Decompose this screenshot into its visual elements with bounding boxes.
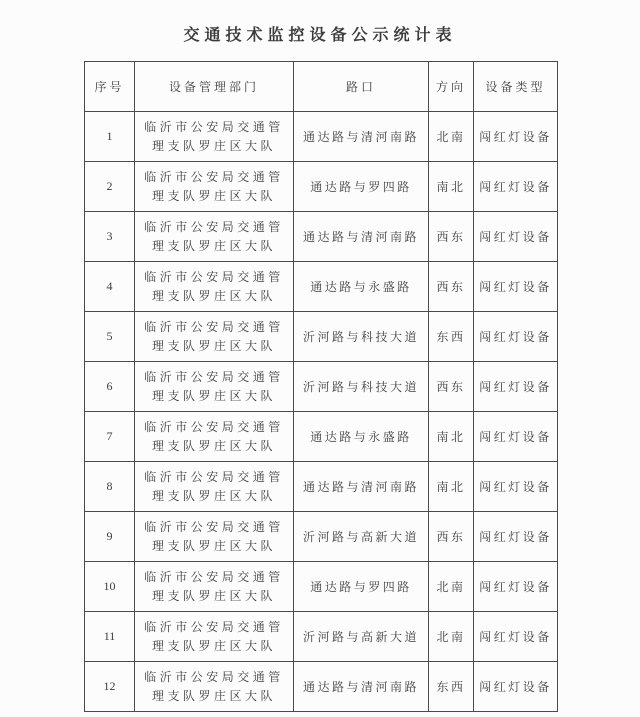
cell-department — [135, 662, 294, 712]
cell-direction: 西东 — [429, 512, 474, 562]
cell-device-type: 闯红灯设备 — [474, 162, 558, 212]
cell-direction: 南北 — [429, 412, 474, 462]
cell-direction: 南北 — [429, 462, 474, 512]
department-line-1: 临沂市公安局交通管 — [144, 269, 284, 284]
cell-intersection: 通达路与罗四路 — [294, 162, 429, 212]
cell-direction: 东西 — [429, 662, 474, 712]
cell-direction: 西东 — [429, 362, 474, 412]
cell-device-type: 闯红灯设备 — [474, 112, 558, 162]
cell-device-type: 闯红灯设备 — [474, 662, 558, 712]
header-department: 设备管理部门 — [135, 62, 294, 112]
cell-serial-number: 5 — [85, 312, 135, 362]
cell-device-type: 闯红灯设备 — [474, 612, 558, 662]
header-intersection: 路口 — [294, 62, 429, 112]
cell-intersection: 通达路与永盛路 — [294, 262, 429, 312]
department-line-2: 理支队罗庄区大队 — [151, 688, 276, 703]
table-row — [85, 212, 558, 262]
table-row — [85, 562, 558, 612]
cell-department — [135, 312, 294, 362]
header-row — [85, 62, 558, 112]
table-row — [85, 162, 558, 212]
cell-device-type: 闯红灯设备 — [474, 462, 558, 512]
cell-serial-number: 9 — [85, 512, 135, 562]
cell-direction: 西东 — [429, 262, 474, 312]
cell-serial-number: 12 — [85, 662, 135, 712]
cell-intersection: 通达路与罗四路 — [294, 562, 429, 612]
cell-device-type: 闯红灯设备 — [474, 412, 558, 462]
page-title: 交通技术监控设备公示统计表 — [183, 27, 457, 44]
cell-direction: 北南 — [429, 562, 474, 612]
cell-serial-number: 4 — [85, 262, 135, 312]
statistics-table — [84, 61, 558, 712]
cell-intersection: 沂河路与科技大道 — [294, 312, 429, 362]
department-line-2: 理支队罗庄区大队 — [151, 288, 276, 303]
department-line-1: 临沂市公安局交通管 — [144, 419, 284, 434]
cell-department — [135, 362, 294, 412]
cell-direction: 北南 — [429, 112, 474, 162]
header-direction: 方向 — [429, 62, 474, 112]
cell-serial-number: 8 — [85, 462, 135, 512]
department-line-1: 临沂市公安局交通管 — [144, 169, 284, 184]
department-line-2: 理支队罗庄区大队 — [151, 488, 276, 503]
department-line-2: 理支队罗庄区大队 — [151, 238, 276, 253]
department-line-2: 理支队罗庄区大队 — [151, 338, 276, 353]
table-row — [85, 262, 558, 312]
header-device-type: 设备类型 — [474, 62, 558, 112]
cell-intersection: 沂河路与高新大道 — [294, 512, 429, 562]
cell-device-type: 闯红灯设备 — [474, 212, 558, 262]
cell-department — [135, 162, 294, 212]
department-line-1: 临沂市公安局交通管 — [144, 619, 284, 634]
cell-serial-number: 6 — [85, 362, 135, 412]
cell-device-type: 闯红灯设备 — [474, 262, 558, 312]
cell-serial-number: 11 — [85, 612, 135, 662]
table-row — [85, 312, 558, 362]
department-line-1: 临沂市公安局交通管 — [144, 519, 284, 534]
cell-department — [135, 412, 294, 462]
cell-serial-number: 3 — [85, 212, 135, 262]
cell-serial-number: 2 — [85, 162, 135, 212]
cell-serial-number: 1 — [85, 112, 135, 162]
header-serial-number: 序号 — [85, 62, 135, 112]
department-line-1: 临沂市公安局交通管 — [144, 469, 284, 484]
department-line-1: 临沂市公安局交通管 — [144, 119, 284, 134]
cell-department — [135, 112, 294, 162]
cell-intersection: 通达路与清河南路 — [294, 112, 429, 162]
cell-direction: 北南 — [429, 612, 474, 662]
cell-intersection: 通达路与清河南路 — [294, 212, 429, 262]
table-row — [85, 362, 558, 412]
department-line-2: 理支队罗庄区大队 — [151, 588, 276, 603]
cell-department — [135, 262, 294, 312]
table-row — [85, 662, 558, 712]
department-line-1: 临沂市公安局交通管 — [144, 319, 284, 334]
cell-department — [135, 212, 294, 262]
cell-direction: 南北 — [429, 162, 474, 212]
cell-direction: 西东 — [429, 212, 474, 262]
department-line-2: 理支队罗庄区大队 — [151, 388, 276, 403]
table-row — [85, 462, 558, 512]
cell-device-type: 闯红灯设备 — [474, 312, 558, 362]
cell-department — [135, 512, 294, 562]
cell-device-type: 闯红灯设备 — [474, 512, 558, 562]
cell-intersection: 通达路与永盛路 — [294, 412, 429, 462]
cell-device-type: 闯红灯设备 — [474, 362, 558, 412]
cell-department — [135, 562, 294, 612]
table-row — [85, 512, 558, 562]
cell-department — [135, 612, 294, 662]
cell-department — [135, 462, 294, 512]
department-line-1: 临沂市公安局交通管 — [144, 369, 284, 384]
cell-direction: 东西 — [429, 312, 474, 362]
table-row — [85, 612, 558, 662]
table-row — [85, 412, 558, 462]
table-row — [85, 112, 558, 162]
department-line-2: 理支队罗庄区大队 — [151, 138, 276, 153]
cell-intersection: 通达路与清河南路 — [294, 662, 429, 712]
department-line-1: 临沂市公安局交通管 — [144, 569, 284, 584]
cell-device-type: 闯红灯设备 — [474, 562, 558, 612]
cell-intersection: 沂河路与高新大道 — [294, 612, 429, 662]
cell-intersection: 通达路与清河南路 — [294, 462, 429, 512]
cell-serial-number: 10 — [85, 562, 135, 612]
department-line-1: 临沂市公安局交通管 — [144, 669, 284, 684]
department-line-2: 理支队罗庄区大队 — [151, 438, 276, 453]
cell-serial-number: 7 — [85, 412, 135, 462]
department-line-2: 理支队罗庄区大队 — [151, 538, 276, 553]
department-line-1: 临沂市公安局交通管 — [144, 219, 284, 234]
cell-intersection: 沂河路与科技大道 — [294, 362, 429, 412]
department-line-2: 理支队罗庄区大队 — [151, 188, 276, 203]
department-line-2: 理支队罗庄区大队 — [151, 638, 276, 653]
